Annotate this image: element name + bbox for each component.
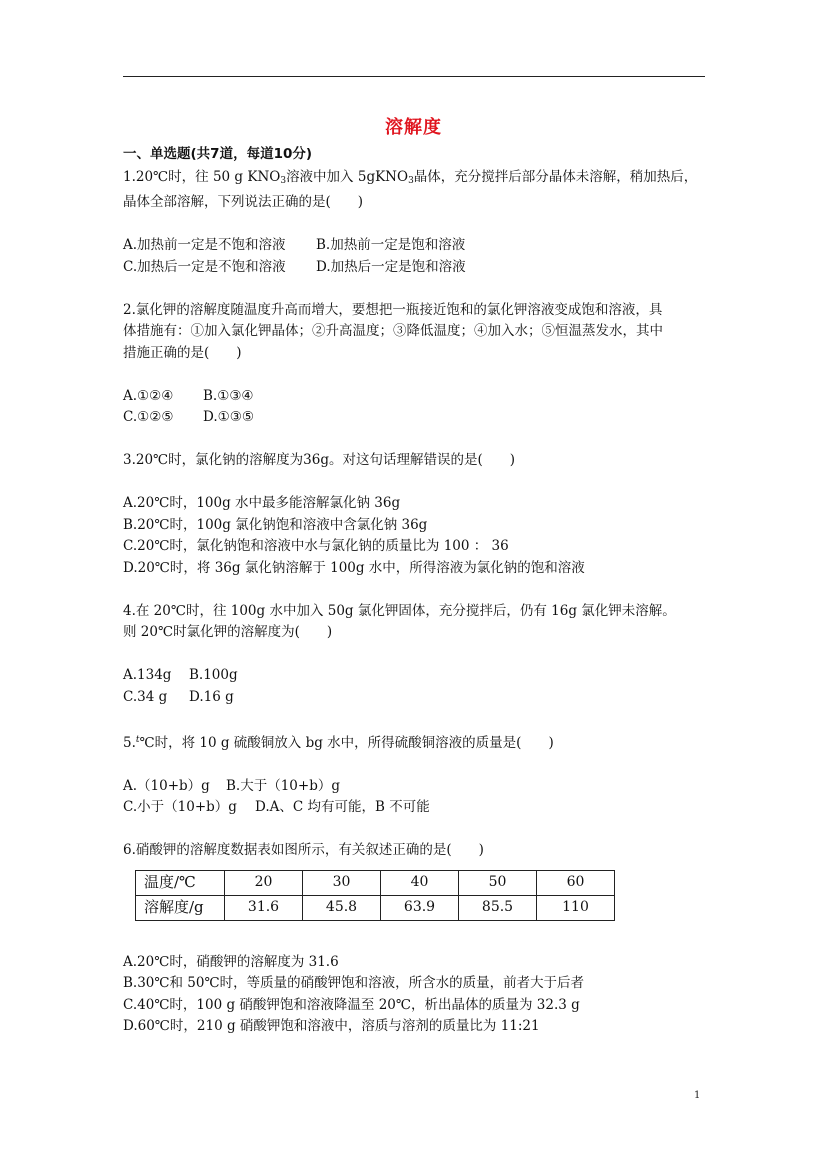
option-d: D.①③⑤ bbox=[203, 409, 254, 425]
table-cell: 31.6 bbox=[225, 895, 303, 920]
page-number: 1 bbox=[694, 1090, 701, 1101]
option-c: C.加热后一定是不饱和溶液 bbox=[123, 258, 286, 275]
table-cell: 40 bbox=[381, 870, 459, 895]
option-a: A.加热前一定是不饱和溶液 bbox=[123, 237, 286, 253]
table-cell: 110 bbox=[537, 895, 615, 920]
section-heading: 一、单选题(共7道，每道10分) bbox=[123, 146, 313, 162]
header-rule bbox=[123, 76, 705, 77]
question-1-line-2: 晶体全部溶解，下列说法正确的是( ) bbox=[123, 194, 364, 210]
option-c: C.①②⑤ bbox=[123, 409, 174, 425]
question-5-line-1: 5.$^t$℃时，将 10 g 硫酸铜放入 bg 水中，所得硫酸铜溶液的质量是( ) bbox=[123, 734, 554, 751]
document-body bbox=[123, 144, 708, 1038]
table-cell: 63.9 bbox=[381, 895, 459, 920]
option-a: A.①②④ bbox=[123, 387, 174, 404]
option-c: C.20℃时，氯化钠饱和溶液中水与氯化钠的质量比为 100 ： 36 bbox=[123, 538, 509, 554]
option-c: C.小于（10+b）g bbox=[123, 799, 237, 815]
table-cell: 20 bbox=[225, 870, 303, 895]
question-2-line-2: 体措施有：①加入氯化钾晶体；②升高温度；③降低温度；④加入水；⑤恒温蒸发水，其中 bbox=[123, 323, 663, 339]
question-5 bbox=[123, 730, 708, 819]
option-d: D.60℃时，210 g 硝酸钾饱和溶液中，溶质与溶剂的质量比为 11:21 bbox=[123, 1018, 540, 1034]
option-b: B.30℃和 50℃时，等质量的硝酸钾饱和溶液，所含水的质量，前者大于后者 bbox=[123, 975, 585, 991]
question-4 bbox=[123, 601, 708, 709]
option-a: A.20℃时，硝酸钾的溶解度为 31.6 bbox=[123, 953, 339, 970]
table-cell: 85.5 bbox=[459, 895, 537, 920]
question-6 bbox=[123, 840, 708, 1038]
question-1-line-1: 1.20℃时，往 50 g $KNO_3$溶液中加入 5gKNO$_3$晶体，充分搅拌后部分晶体未溶解，稍加热后， bbox=[123, 168, 698, 186]
question-3 bbox=[123, 450, 708, 579]
option-d: D.20℃时，将 36g 氯化钠溶解于 100g 水中，所得溶液为氯化钠的饱和溶液 bbox=[123, 559, 585, 576]
question-1 bbox=[123, 167, 708, 279]
table-header-temperature: 温度/℃ bbox=[136, 870, 225, 895]
question-2-line-1: 2.氯化钾的溶解度随温度升高而增大，要想把一瓶接近饱和的氯化钾溶液变成饱和溶液，具 bbox=[123, 301, 663, 318]
option-a: A.134g bbox=[123, 667, 172, 683]
option-b: B.100g bbox=[189, 667, 238, 683]
table-header-solubility: 溶解度/g bbox=[136, 895, 225, 920]
table-cell: 50 bbox=[459, 870, 537, 895]
option-b: B.①③④ bbox=[203, 387, 254, 404]
question-3-line-1: 3.20℃时，氯化钠的溶解度为36g。对这句话理解错误的是( ) bbox=[123, 452, 516, 468]
table-cell: 45.8 bbox=[303, 895, 381, 920]
option-b: B.大于（10+b）g bbox=[226, 777, 340, 794]
question-4-line-2: 则 20℃时氯化钾的溶解度为( ) bbox=[123, 624, 333, 640]
option-d: D.16 g bbox=[189, 688, 234, 705]
question-2 bbox=[123, 300, 708, 429]
table-cell: 60 bbox=[537, 870, 615, 895]
option-a: A.20℃时，100g 水中最多能溶解氯化钠 36g bbox=[123, 495, 401, 511]
option-a: A.（10+b）g bbox=[123, 777, 210, 794]
option-d: D.A、C 均有可能，B 不可能 bbox=[255, 799, 430, 815]
option-c: C.34 g bbox=[123, 688, 168, 705]
option-b: B.20℃时，100g 氯化钠饱和溶液中含氯化钠 36g bbox=[123, 516, 428, 533]
question-6-line-1: 6.硝酸钾的溶解度数据表如图所示，有关叙述正确的是( ) bbox=[123, 842, 484, 858]
page-title: 溶解度 bbox=[385, 117, 442, 138]
table-cell: 30 bbox=[303, 870, 381, 895]
solubility-table bbox=[135, 870, 615, 921]
table-row-temperature bbox=[136, 870, 615, 895]
table-row-solubility bbox=[136, 895, 615, 920]
question-4-line-1: 4.在 20℃时，往 100g 水中加入 50g 氯化钾固体，充分搅拌后，仍有 16g 氯化钾未溶解。 bbox=[123, 602, 676, 619]
option-d: D.加热后一定是饱和溶液 bbox=[316, 258, 466, 275]
question-2-line-3: 措施正确的是( ) bbox=[123, 344, 242, 361]
option-b: B.加热前一定是饱和溶液 bbox=[316, 237, 466, 253]
option-c: C.40℃时，100 g 硝酸钾饱和溶液降温至 20℃，析出晶体的质量为 32.3 g bbox=[123, 996, 580, 1013]
